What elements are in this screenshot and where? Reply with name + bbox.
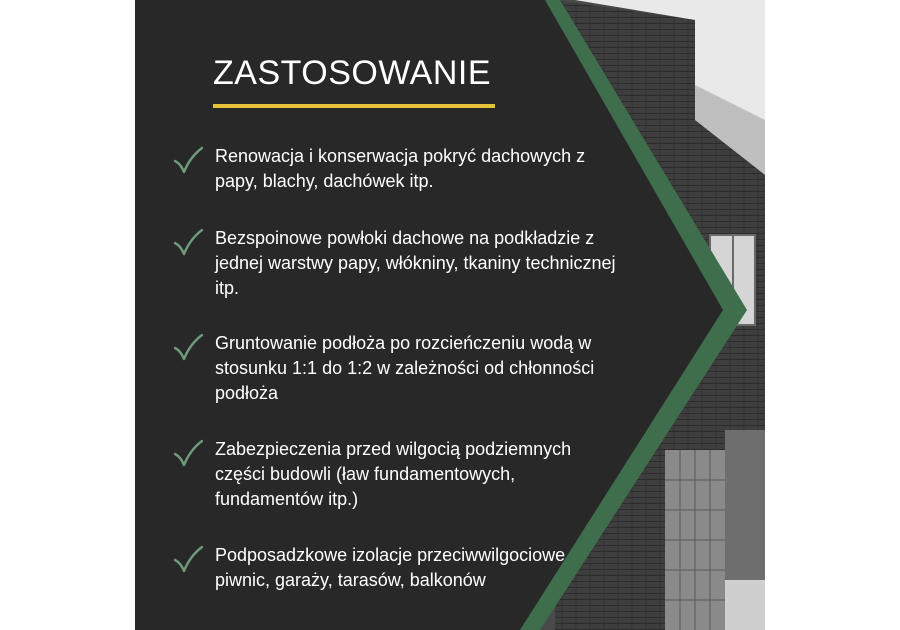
title-underline <box>213 104 495 108</box>
item-text: Podposadzkowe izolacje przeciwwilgociowe piwnic, garaży, tarasów, balkonów <box>215 545 566 590</box>
item-text: Gruntowanie podłoża po rozcieńczeniu wodą w stosunku 1:1 do 1:2 w zależności od chłonności podłoża <box>215 333 595 403</box>
check-icon <box>173 228 203 256</box>
info-card <box>135 0 765 630</box>
check-icon <box>173 545 203 573</box>
check-icon <box>173 439 203 467</box>
check-icon <box>173 333 203 361</box>
item-text: Zabezpieczenia przed wilgocią podziemnych części budowli (ław fundamentowych, fundamentów itp.) <box>215 439 572 509</box>
item-text: Renowacja i konserwacja pokryć dachowych z papy, blachy, dachówek itp. <box>215 146 586 191</box>
chevron-panel <box>135 0 765 630</box>
item-text: Bezspoinowe powłoki dachowe na podkładzie z jednej warstwy papy, włókniny, tkaniny technicznej itp. <box>215 228 616 298</box>
check-icon <box>173 146 203 174</box>
page-title: ZASTOSOWANIE <box>213 54 492 92</box>
